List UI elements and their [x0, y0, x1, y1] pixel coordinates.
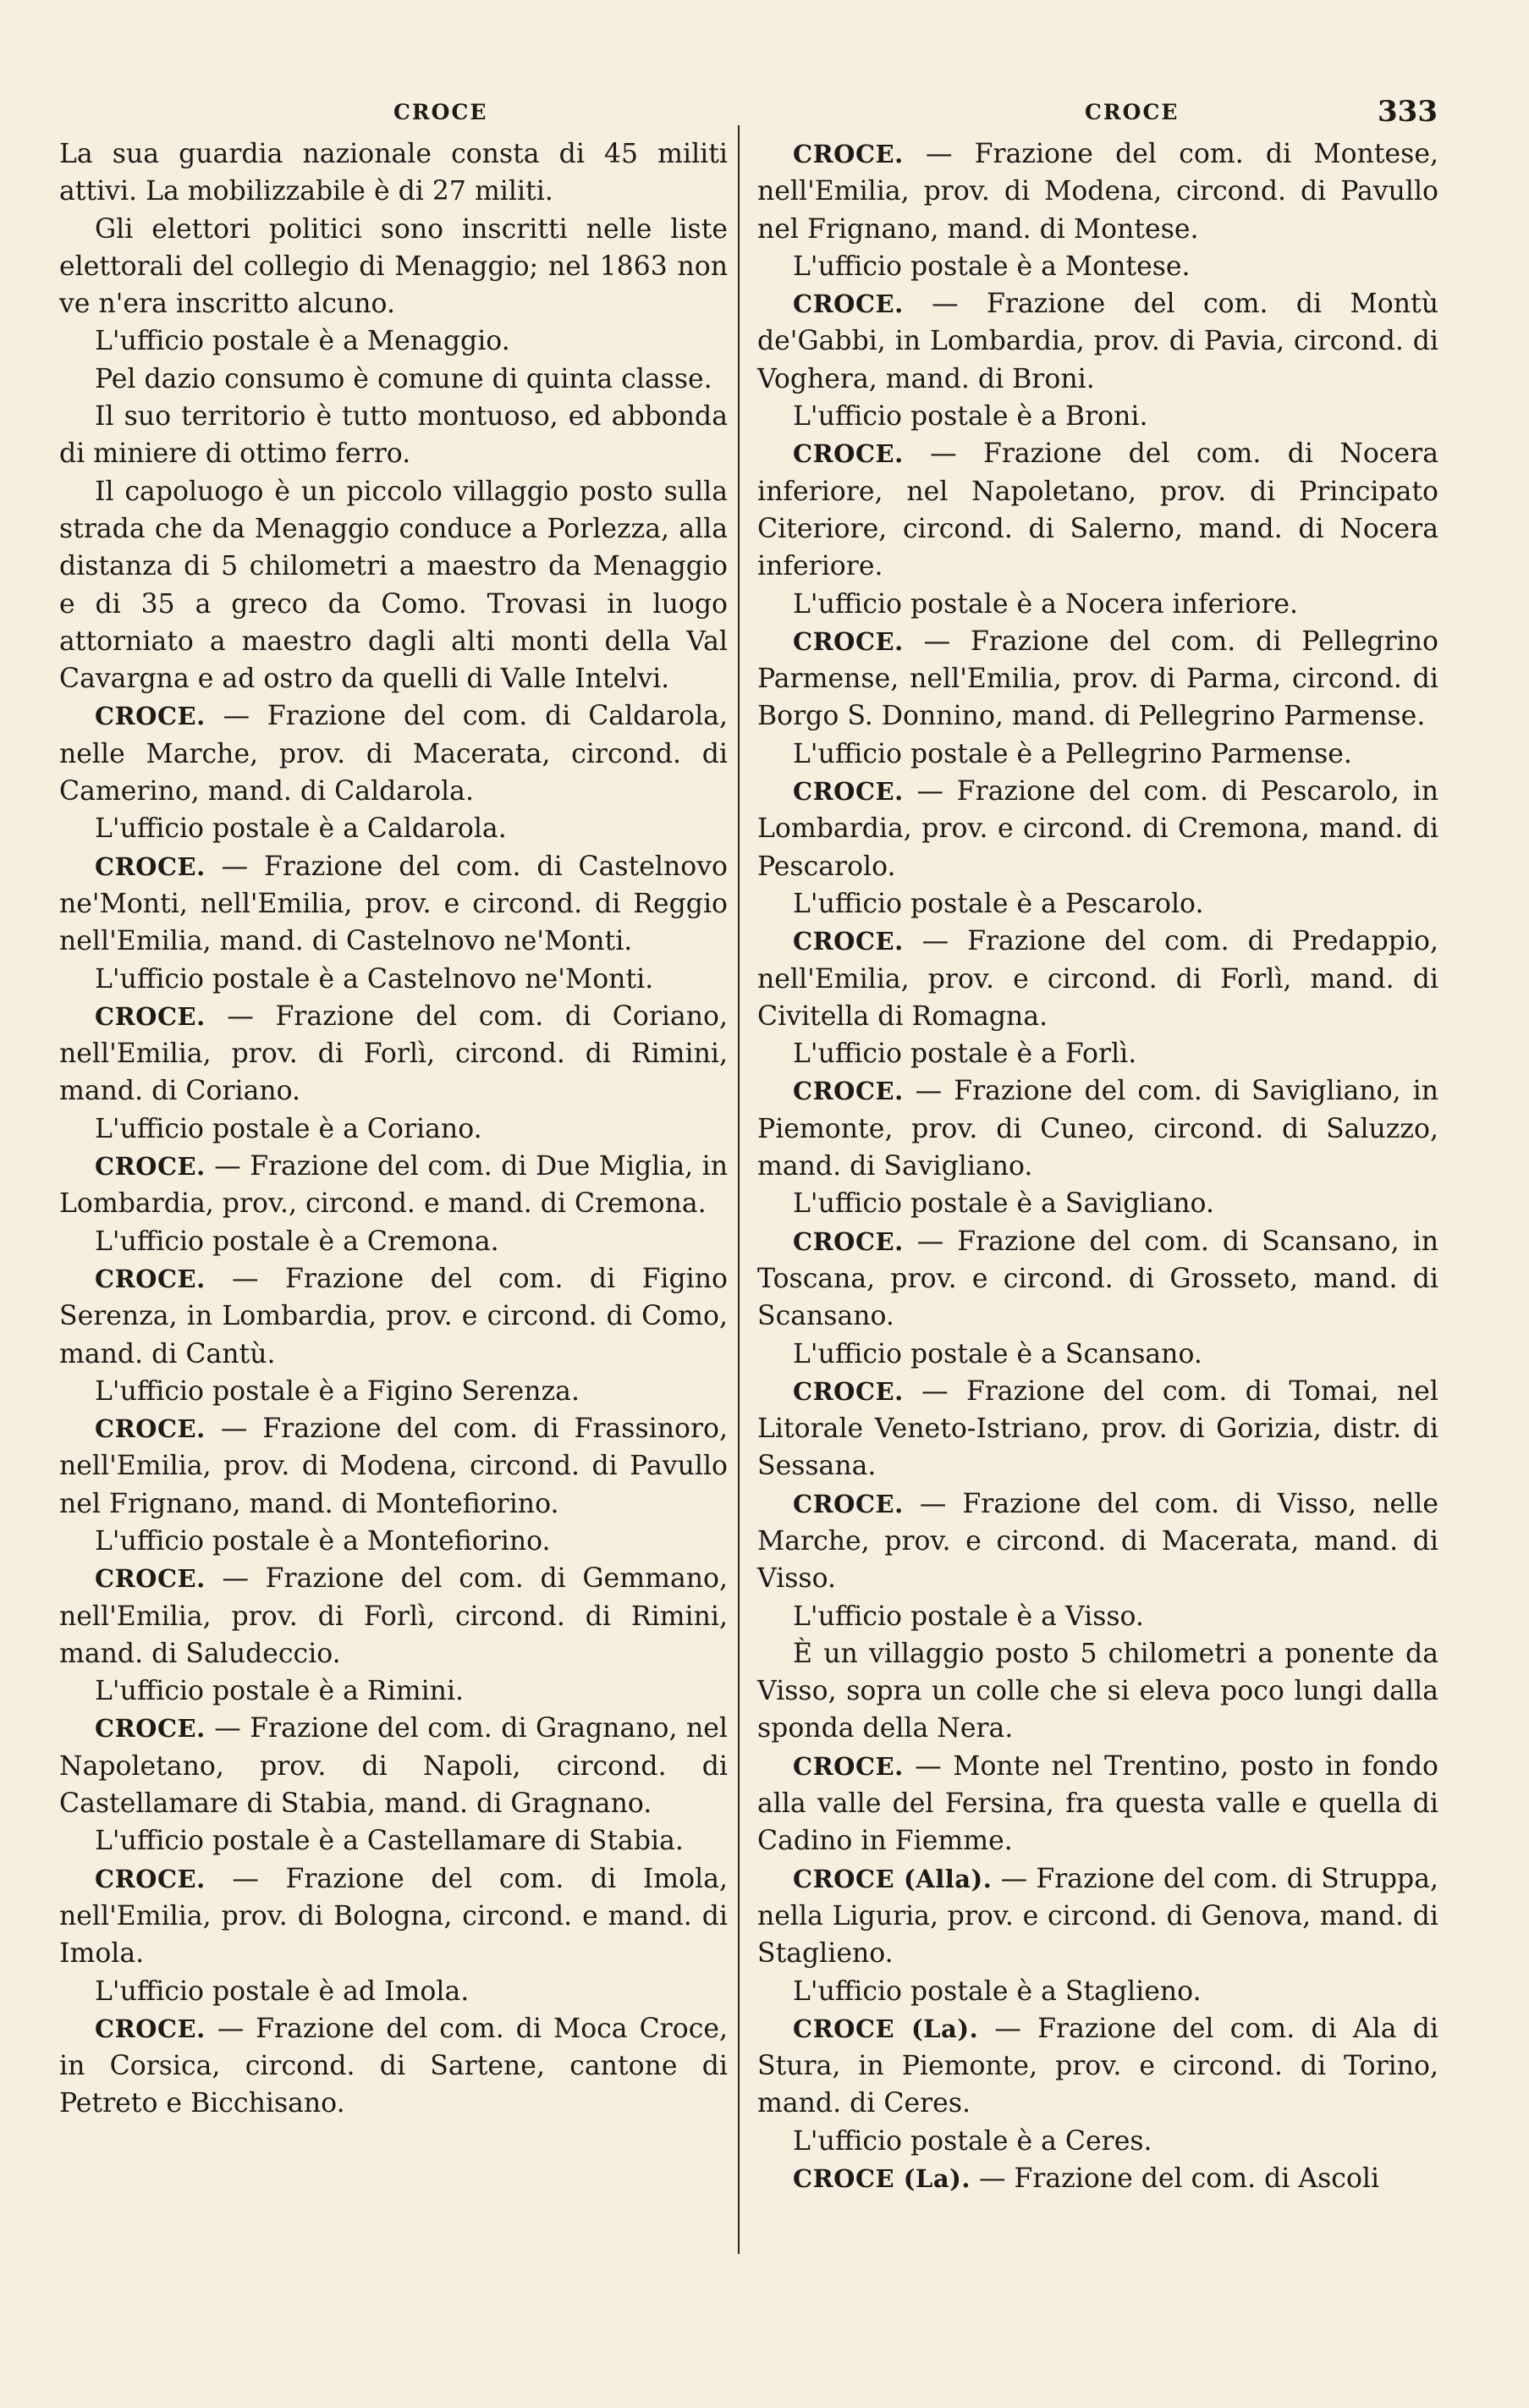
- entry-text: — Frazione del com. di Ala di Stura, in Piemonte, prov. e circond. di Torino, mand. di Ceres.: [757, 2013, 1438, 2119]
- left-running-head: CROCE: [393, 100, 488, 124]
- dictionary-entry: [59, 1710, 728, 1822]
- entry-headword: CROCE.: [95, 1564, 206, 1594]
- dictionary-entry: [59, 697, 728, 810]
- entry-text: L'ufficio postale è a Pellegrino Parmense.: [793, 738, 1352, 769]
- entry-paragraph: [59, 211, 728, 323]
- entry-text: L'ufficio postale è a Nocera inferiore.: [793, 588, 1299, 620]
- entry-paragraph: [59, 1110, 728, 1148]
- entry-text: Pel dazio consumo è comune di quinta classe.: [95, 363, 712, 394]
- entry-paragraph: [757, 885, 1438, 923]
- entry-headword: CROCE.: [95, 1864, 206, 1893]
- entry-text: — Frazione del com. di Figino Serenza, in Lombardia, prov. e circond. di Como, mand. di Cantù.: [59, 1263, 728, 1369]
- entry-headword: CROCE.: [793, 289, 904, 319]
- entry-text: È un villaggio posto 5 chilometri a ponente da Visso, sopra un colle che si eleva poco lungi dalla sponda della Nera.: [757, 1638, 1438, 1744]
- entry-paragraph: [757, 586, 1438, 623]
- entry-text: L'ufficio postale è a Caldarola.: [95, 813, 507, 845]
- column-divider: [738, 125, 740, 2254]
- entry-paragraph: [757, 2123, 1438, 2160]
- dictionary-entry: [59, 2010, 728, 2123]
- entry-headword: CROCE.: [95, 1001, 206, 1031]
- entry-text: — Frazione del com. di Frassinoro, nell'Emilia, prov. di Modena, circond. di Pavullo nel Frignano, mand. di Montefiorino.: [59, 1413, 728, 1519]
- dictionary-entry: [757, 435, 1438, 585]
- entry-paragraph: [59, 961, 728, 998]
- entry-text: — Monte nel Trentino, posto in fondo alla valle del Fersina, fra questa valle e quella di Cadino in Fiemme.: [757, 1750, 1438, 1857]
- entry-paragraph: [757, 1598, 1438, 1635]
- entry-text: L'ufficio postale è a Visso.: [793, 1601, 1144, 1632]
- entry-text: Il capoluogo è un piccolo villaggio posto sulla strada che da Menaggio conduce a Porlezza, alla distanza di 5 chilometri a maestro da Menaggio e di 35 a greco da Como. Trovasi in luogo attorniato a maestro dagli alti monti della Val Cavargna e ad ostro da quelli di Valle Intelvi.: [59, 476, 728, 695]
- entry-paragraph: [757, 1973, 1438, 2010]
- dictionary-entry: [757, 1072, 1438, 1185]
- entry-text: L'ufficio postale è ad Imola.: [95, 1975, 470, 2007]
- left-column: [59, 135, 728, 2123]
- entry-text: L'ufficio postale è a Menaggio.: [95, 326, 510, 357]
- dictionary-entry: [757, 773, 1438, 885]
- entry-headword: CROCE (Alla).: [793, 1864, 993, 1893]
- dictionary-entry: [59, 848, 728, 961]
- entry-paragraph: [757, 1035, 1438, 1072]
- entry-text: L'ufficio postale è a Pescarolo.: [793, 888, 1204, 919]
- entry-headword: CROCE.: [793, 439, 904, 469]
- entry-headword: CROCE.: [95, 1264, 206, 1293]
- entry-paragraph: [757, 1635, 1438, 1748]
- dictionary-entry: [757, 285, 1438, 398]
- entry-paragraph: [757, 1185, 1438, 1222]
- entry-text: L'ufficio postale è a Forlì.: [793, 1039, 1137, 1070]
- dictionary-entry: [59, 1260, 728, 1373]
- right-running-head: CROCE: [1085, 100, 1180, 124]
- entry-text: L'ufficio postale è a Scansano.: [793, 1338, 1202, 1369]
- entry-text: — Frazione del com. di Moca Croce, in Corsica, circond. di Sartene, cantone di Petreto e Bicchisano.: [59, 2013, 728, 2119]
- entry-headword: CROCE.: [793, 1751, 904, 1781]
- entry-text: — Frazione del com. di Struppa, nella Liguria, prov. e circond. di Genova, mand. di Staglieno.: [757, 1863, 1438, 1970]
- entry-headword: CROCE.: [793, 140, 904, 168]
- entry-paragraph: [59, 1973, 728, 2010]
- entry-text: — Frazione del com. di Pescarolo, in Lombardia, prov. e circond. di Cremona, mand. di Pescarolo.: [757, 776, 1438, 882]
- dictionary-entry: [757, 1223, 1438, 1336]
- entry-text: L'ufficio postale è a Broni.: [793, 401, 1148, 433]
- dictionary-entry: [757, 923, 1438, 1035]
- entry-text: — Frazione del com. di Due Miglia, in Lombardia, prov., circond. e mand. di Cremona.: [59, 1151, 728, 1220]
- dictionary-entry: [757, 1485, 1438, 1598]
- entry-paragraph: [59, 135, 728, 211]
- dictionary-entry: [757, 1373, 1438, 1485]
- entry-text: L'ufficio postale è a Montese.: [793, 251, 1191, 282]
- dictionary-entry: [757, 135, 1438, 248]
- entry-headword: CROCE (La).: [793, 2014, 979, 2043]
- entry-text: — Frazione del com. di Pellegrino Parmense, nell'Emilia, prov. di Parma, circond. di Borgo S. Donnino, mand. di Pellegrino Parmense.: [757, 625, 1438, 732]
- entry-paragraph: [59, 322, 728, 360]
- entry-text: La sua guardia nazionale consta di 45 militi attivi. La mobilizzabile è di 27 militi.: [59, 139, 728, 207]
- dictionary-entry: [757, 2010, 1438, 2123]
- entry-text: L'ufficio postale è a Castelnovo ne'Monti.: [95, 963, 654, 995]
- entry-text: — Frazione del com. di Scansano, in Toscana, prov. e circond. di Grosseto, mand. di Scansano.: [757, 1226, 1438, 1332]
- right-column: [757, 135, 1438, 2197]
- entry-text: — Frazione del com. di Tomai, nel Litorale Veneto-Istriano, prov. di Gorizia, distr. di Sessana.: [757, 1375, 1438, 1482]
- dictionary-entry: [59, 1410, 728, 1523]
- entry-paragraph: [59, 1373, 728, 1410]
- entry-text: L'ufficio postale è a Cremona.: [95, 1226, 499, 1257]
- entry-text: — Frazione del com. di Montù de'Gabbi, in Lombardia, prov. di Pavia, circond. di Voghera, mand. di Broni.: [757, 289, 1438, 394]
- entry-headword: CROCE.: [95, 1414, 206, 1444]
- entry-text: L'ufficio postale è a Castellamare di Stabia.: [95, 1826, 684, 1857]
- entry-headword: CROCE.: [793, 927, 904, 956]
- entry-text: L'ufficio postale è a Rimini.: [95, 1676, 465, 1707]
- entry-text: L'ufficio postale è a Ceres.: [793, 2125, 1152, 2157]
- entry-text: — Frazione del com. di Predappio, nell'Emilia, prov. e circond. di Forlì, mand. di Civitella di Romagna.: [757, 926, 1438, 1032]
- entry-text: Gli elettori politici sono inscritti nelle liste elettorali del collegio di Menaggio; nel 1863 non ve n'era inscritto alcuno.: [59, 213, 728, 320]
- entry-text: — Frazione del com. di Castelnovo ne'Monti, nell'Emilia, prov. e circond. di Reggio nell'Emilia, mand. di Castelnovo ne'Monti.: [59, 851, 728, 957]
- entry-paragraph: [59, 398, 728, 473]
- entry-text: L'ufficio postale è a Savigliano.: [793, 1188, 1214, 1220]
- page-number: 333: [1378, 95, 1438, 129]
- entry-text: L'ufficio postale è a Staglieno.: [793, 1975, 1202, 2007]
- entry-headword: CROCE.: [95, 1714, 206, 1744]
- dictionary-entry: [59, 1860, 728, 1973]
- dictionary-entry: [757, 623, 1438, 736]
- entry-paragraph: [59, 473, 728, 698]
- dictionary-entry: [59, 1560, 728, 1672]
- entry-headword: CROCE.: [793, 1376, 904, 1406]
- entry-paragraph: [59, 1523, 728, 1560]
- entry-text: — Frazione del com. di Coriano, nell'Emilia, prov. di Forlì, circond. di Rimini, mand. di Coriano.: [59, 1000, 728, 1107]
- entry-headword: CROCE (La).: [793, 2164, 971, 2194]
- entry-text: — Frazione del com. di Imola, nell'Emilia, prov. di Bologna, circond. e mand. di Imola.: [59, 1863, 728, 1970]
- entry-paragraph: [59, 810, 728, 847]
- entry-paragraph: [59, 361, 728, 398]
- entry-headword: CROCE.: [95, 1152, 206, 1182]
- entry-text: — Frazione del com. di Gragnano, nel Napoletano, prov. di Napoli, circond. di Castellamare di Stabia, mand. di Gragnano.: [59, 1713, 728, 1820]
- entry-text: L'ufficio postale è a Coriano.: [95, 1113, 482, 1144]
- entry-paragraph: [59, 1223, 728, 1260]
- dictionary-entry: [757, 2160, 1438, 2197]
- dictionary-entry: [757, 1860, 1438, 1973]
- entry-text: — Frazione del com. di Nocera inferiore, nel Napoletano, prov. di Principato Citeriore, circond. di Salerno, mand. di Nocera inferiore.: [757, 438, 1438, 582]
- entry-text: Il suo territorio è tutto montuoso, ed abbonda di miniere di ottimo ferro.: [59, 401, 728, 470]
- entry-text: — Frazione del com. di Montese, nell'Emilia, prov. di Modena, circond. di Pavullo nel Frignano, mand. di Montese.: [757, 139, 1438, 245]
- entry-headword: CROCE.: [793, 1077, 904, 1106]
- entry-text: — Frazione del com. di Visso, nelle Marche, prov. e circond. di Macerata, mand. di Visso.: [757, 1488, 1438, 1595]
- entry-headword: CROCE.: [793, 1226, 904, 1256]
- entry-text: — Frazione del com. di Caldarola, nelle Marche, prov. di Macerata, circond. di Camerino, mand. di Caldarola.: [59, 701, 728, 807]
- entry-paragraph: [59, 1672, 728, 1710]
- entry-paragraph: [757, 398, 1438, 435]
- entry-text: — Frazione del com. di Ascoli: [970, 2163, 1380, 2195]
- entry-paragraph: [757, 736, 1438, 773]
- entry-text: L'ufficio postale è a Figino Serenza.: [95, 1375, 580, 1407]
- entry-headword: CROCE.: [793, 1489, 904, 1518]
- entry-paragraph: [59, 1822, 728, 1860]
- entry-text: — Frazione del com. di Gemmano, nell'Emilia, prov. di Forlì, circond. di Rimini, mand. di Saludeccio.: [59, 1563, 728, 1669]
- dictionary-entry: [757, 1748, 1438, 1860]
- entry-headword: CROCE.: [793, 777, 904, 807]
- dictionary-entry: [59, 1148, 728, 1223]
- dictionary-entry: [59, 998, 728, 1110]
- entry-headword: CROCE.: [95, 702, 206, 731]
- entry-paragraph: [757, 248, 1438, 285]
- entry-text: L'ufficio postale è a Montefiorino.: [95, 1525, 551, 1557]
- entry-headword: CROCE.: [793, 626, 904, 656]
- entry-headword: CROCE.: [95, 851, 206, 881]
- entry-paragraph: [757, 1336, 1438, 1373]
- entry-headword: CROCE.: [95, 2014, 206, 2043]
- entry-text: — Frazione del com. di Savigliano, in Piemonte, prov. di Cuneo, circond. di Saluzzo, mand. di Savigliano.: [757, 1076, 1438, 1182]
